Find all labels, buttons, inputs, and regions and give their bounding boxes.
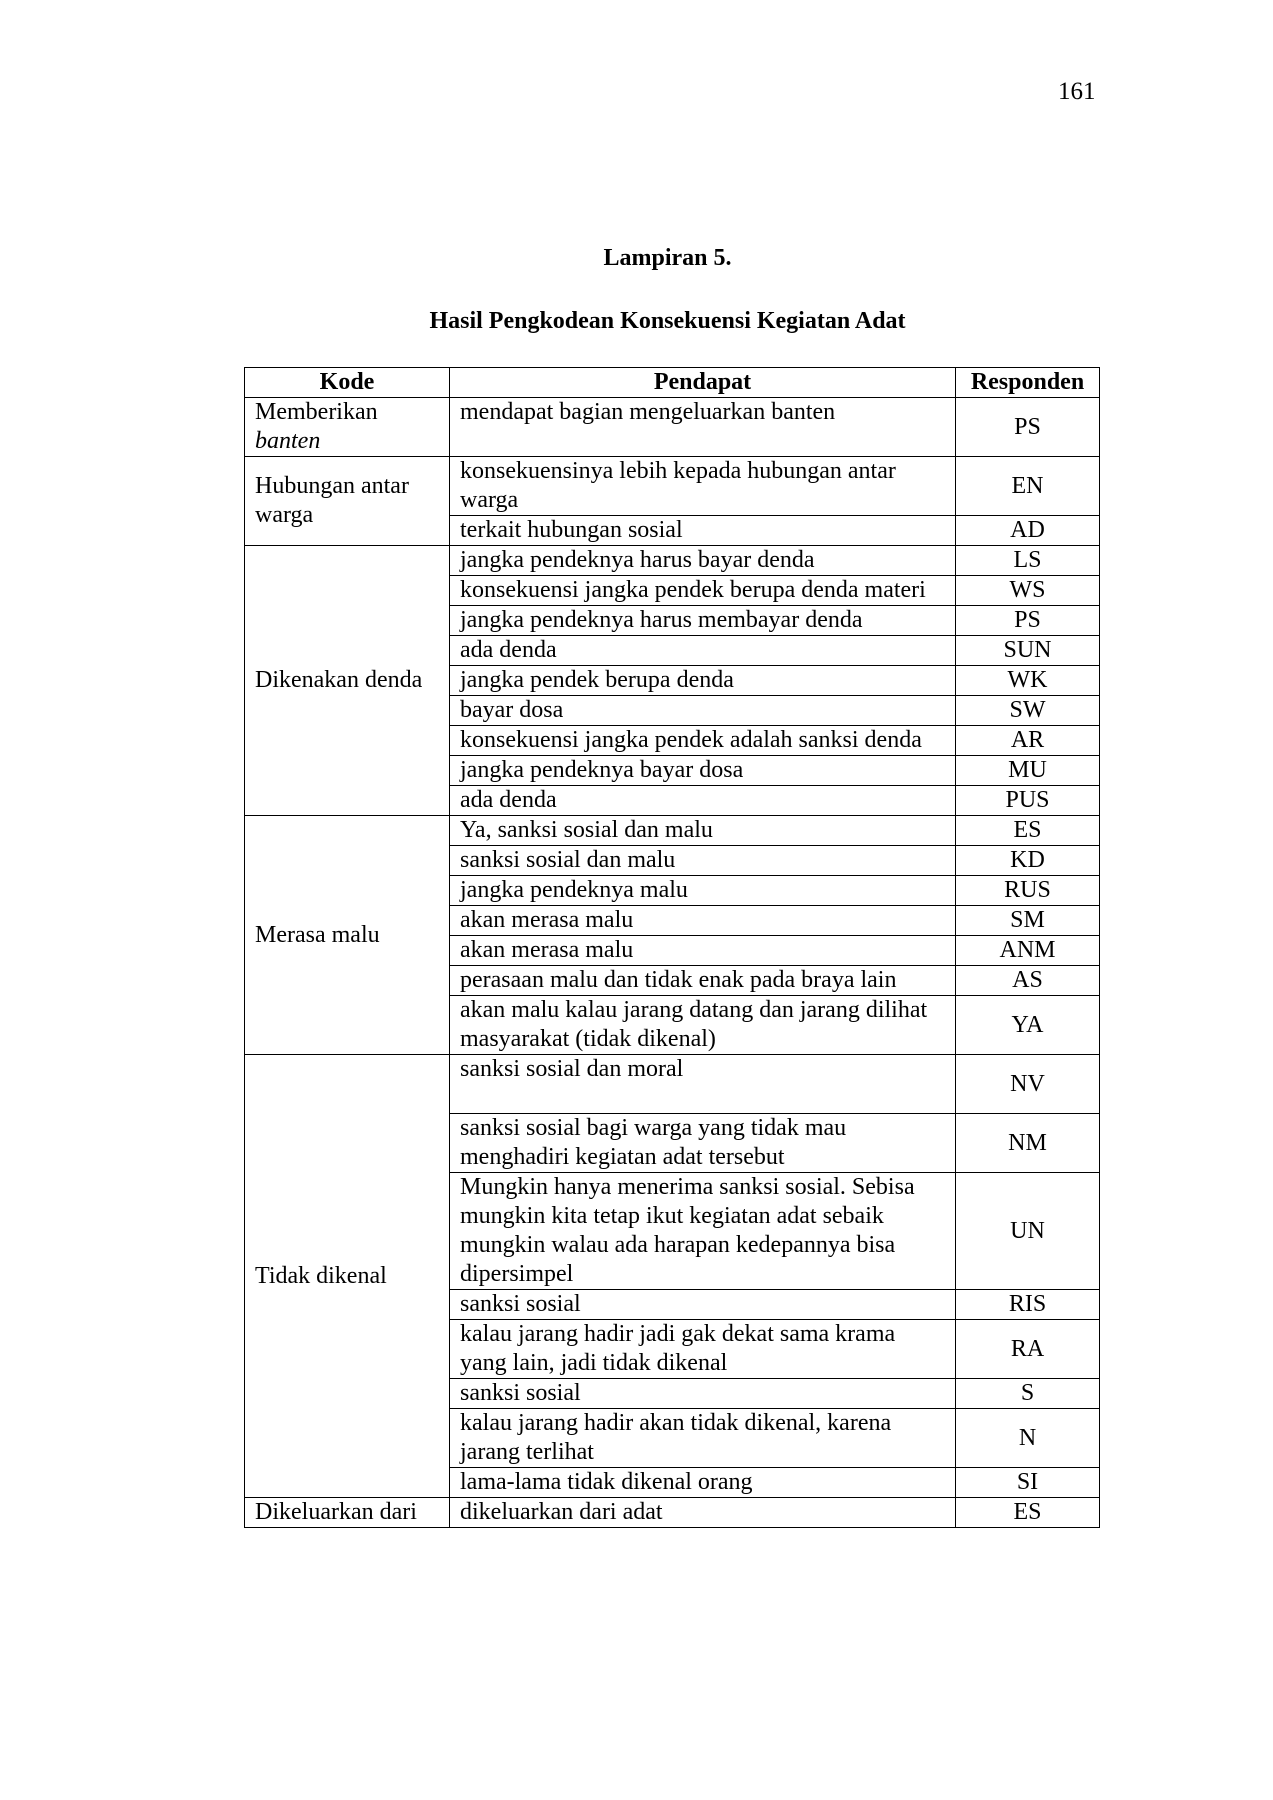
pendapat-cell: Mungkin hanya menerima sanksi sosial. Sebisa mungkin kita tetap ikut kegiatan adat sebaik mungkin walau ada harapan kedepannya bisa dipersimpel xyxy=(450,1173,956,1290)
pendapat-cell: sanksi sosial xyxy=(450,1379,956,1409)
responden-cell: N xyxy=(956,1409,1100,1468)
pendapat-cell: sanksi sosial dan moral xyxy=(450,1055,956,1114)
responden-cell: WS xyxy=(956,576,1100,606)
responden-cell: ANM xyxy=(956,936,1100,966)
kode-label-italic: banten xyxy=(255,428,321,454)
table-row xyxy=(245,1498,1100,1528)
responden-cell: S xyxy=(956,1379,1100,1409)
header-responden: Responden xyxy=(956,368,1100,398)
header-pendapat: Pendapat xyxy=(450,368,956,398)
table-caption: Hasil Pengkodean Konsekuensi Kegiatan Adat xyxy=(429,308,906,334)
pendapat-cell: perasaan malu dan tidak enak pada braya lain xyxy=(450,966,956,996)
pendapat-cell: jangka pendeknya malu xyxy=(450,876,956,906)
pendapat-cell: ada denda xyxy=(450,636,956,666)
kode-label: Merasa malu xyxy=(255,921,380,948)
responden-cell: RIS xyxy=(956,1290,1100,1320)
responden-cell: WK xyxy=(956,666,1100,696)
pendapat-cell: jangka pendeknya harus bayar denda xyxy=(450,546,956,576)
responden-cell: NM xyxy=(956,1114,1100,1173)
responden-cell: PUS xyxy=(956,786,1100,816)
header-kode: Kode xyxy=(245,368,450,398)
responden-cell: EN xyxy=(956,457,1100,516)
responden-cell: LS xyxy=(956,546,1100,576)
responden-cell: MU xyxy=(956,756,1100,786)
kode-label: Memberikan xyxy=(255,399,378,425)
coding-table xyxy=(244,367,1100,1528)
page-number: 161 xyxy=(1058,78,1096,105)
kode-cell xyxy=(245,398,450,457)
pendapat-cell: mendapat bagian mengeluarkan banten xyxy=(450,398,956,457)
responden-cell: AD xyxy=(956,516,1100,546)
responden-cell: RA xyxy=(956,1320,1100,1379)
kode-label: Tidak dikenal xyxy=(255,1262,387,1289)
table-row xyxy=(245,398,1100,457)
pendapat-cell: jangka pendek berupa denda xyxy=(450,666,956,696)
responden-cell: SI xyxy=(956,1468,1100,1498)
responden-cell: AR xyxy=(956,726,1100,756)
kode-cell xyxy=(245,816,450,1055)
kode-cell xyxy=(245,457,450,546)
responden-cell: ES xyxy=(956,1498,1100,1528)
responden-cell: SW xyxy=(956,696,1100,726)
responden-cell: PS xyxy=(956,606,1100,636)
kode-label: Dikenakan denda xyxy=(255,667,423,693)
responden-cell: KD xyxy=(956,846,1100,876)
table-row xyxy=(245,816,1100,846)
pendapat-cell: akan merasa malu xyxy=(450,906,956,936)
table-row xyxy=(245,546,1100,576)
pendapat-cell: kalau jarang hadir jadi gak dekat sama krama yang lain, jadi tidak dikenal xyxy=(450,1320,956,1379)
responden-cell: SM xyxy=(956,906,1100,936)
pendapat-cell: bayar dosa xyxy=(450,696,956,726)
kode-cell xyxy=(245,1498,450,1528)
responden-cell: NV xyxy=(956,1055,1100,1114)
table-row xyxy=(245,457,1100,516)
responden-cell: ES xyxy=(956,816,1100,846)
pendapat-cell: dikeluarkan dari adat xyxy=(450,1498,956,1528)
pendapat-cell: kalau jarang hadir akan tidak dikenal, karena jarang terlihat xyxy=(450,1409,956,1468)
responden-cell: PS xyxy=(956,398,1100,457)
kode-cell xyxy=(245,546,450,816)
appendix-title: Lampiran 5. xyxy=(603,245,732,271)
table-row xyxy=(245,1055,1100,1114)
responden-cell: YA xyxy=(956,996,1100,1055)
pendapat-cell: jangka pendeknya bayar dosa xyxy=(450,756,956,786)
table-header-row xyxy=(245,368,1100,398)
pendapat-cell: konsekuensi jangka pendek adalah sanksi denda xyxy=(450,726,956,756)
responden-cell: SUN xyxy=(956,636,1100,666)
pendapat-cell: sanksi sosial bagi warga yang tidak mau menghadiri kegiatan adat tersebut xyxy=(450,1114,956,1173)
pendapat-cell: konsekuensinya lebih kepada hubungan antar warga xyxy=(450,457,956,516)
pendapat-cell: konsekuensi jangka pendek berupa denda materi xyxy=(450,576,956,606)
pendapat-cell: sanksi sosial xyxy=(450,1290,956,1320)
pendapat-cell: akan merasa malu xyxy=(450,936,956,966)
pendapat-cell: jangka pendeknya harus membayar denda xyxy=(450,606,956,636)
pendapat-cell: Ya, sanksi sosial dan malu xyxy=(450,816,956,846)
responden-cell: RUS xyxy=(956,876,1100,906)
kode-cell xyxy=(245,1055,450,1498)
pendapat-cell: terkait hubungan sosial xyxy=(450,516,956,546)
pendapat-cell: sanksi sosial dan malu xyxy=(450,846,956,876)
kode-label: Hubungan antar warga xyxy=(255,473,409,528)
pendapat-cell: akan malu kalau jarang datang dan jarang dilihat masyarakat (tidak dikenal) xyxy=(450,996,956,1055)
pendapat-cell: lama-lama tidak dikenal orang xyxy=(450,1468,956,1498)
responden-cell: UN xyxy=(956,1173,1100,1290)
pendapat-cell: ada denda xyxy=(450,786,956,816)
responden-cell: AS xyxy=(956,966,1100,996)
kode-label: Dikeluarkan dari xyxy=(255,1499,417,1525)
